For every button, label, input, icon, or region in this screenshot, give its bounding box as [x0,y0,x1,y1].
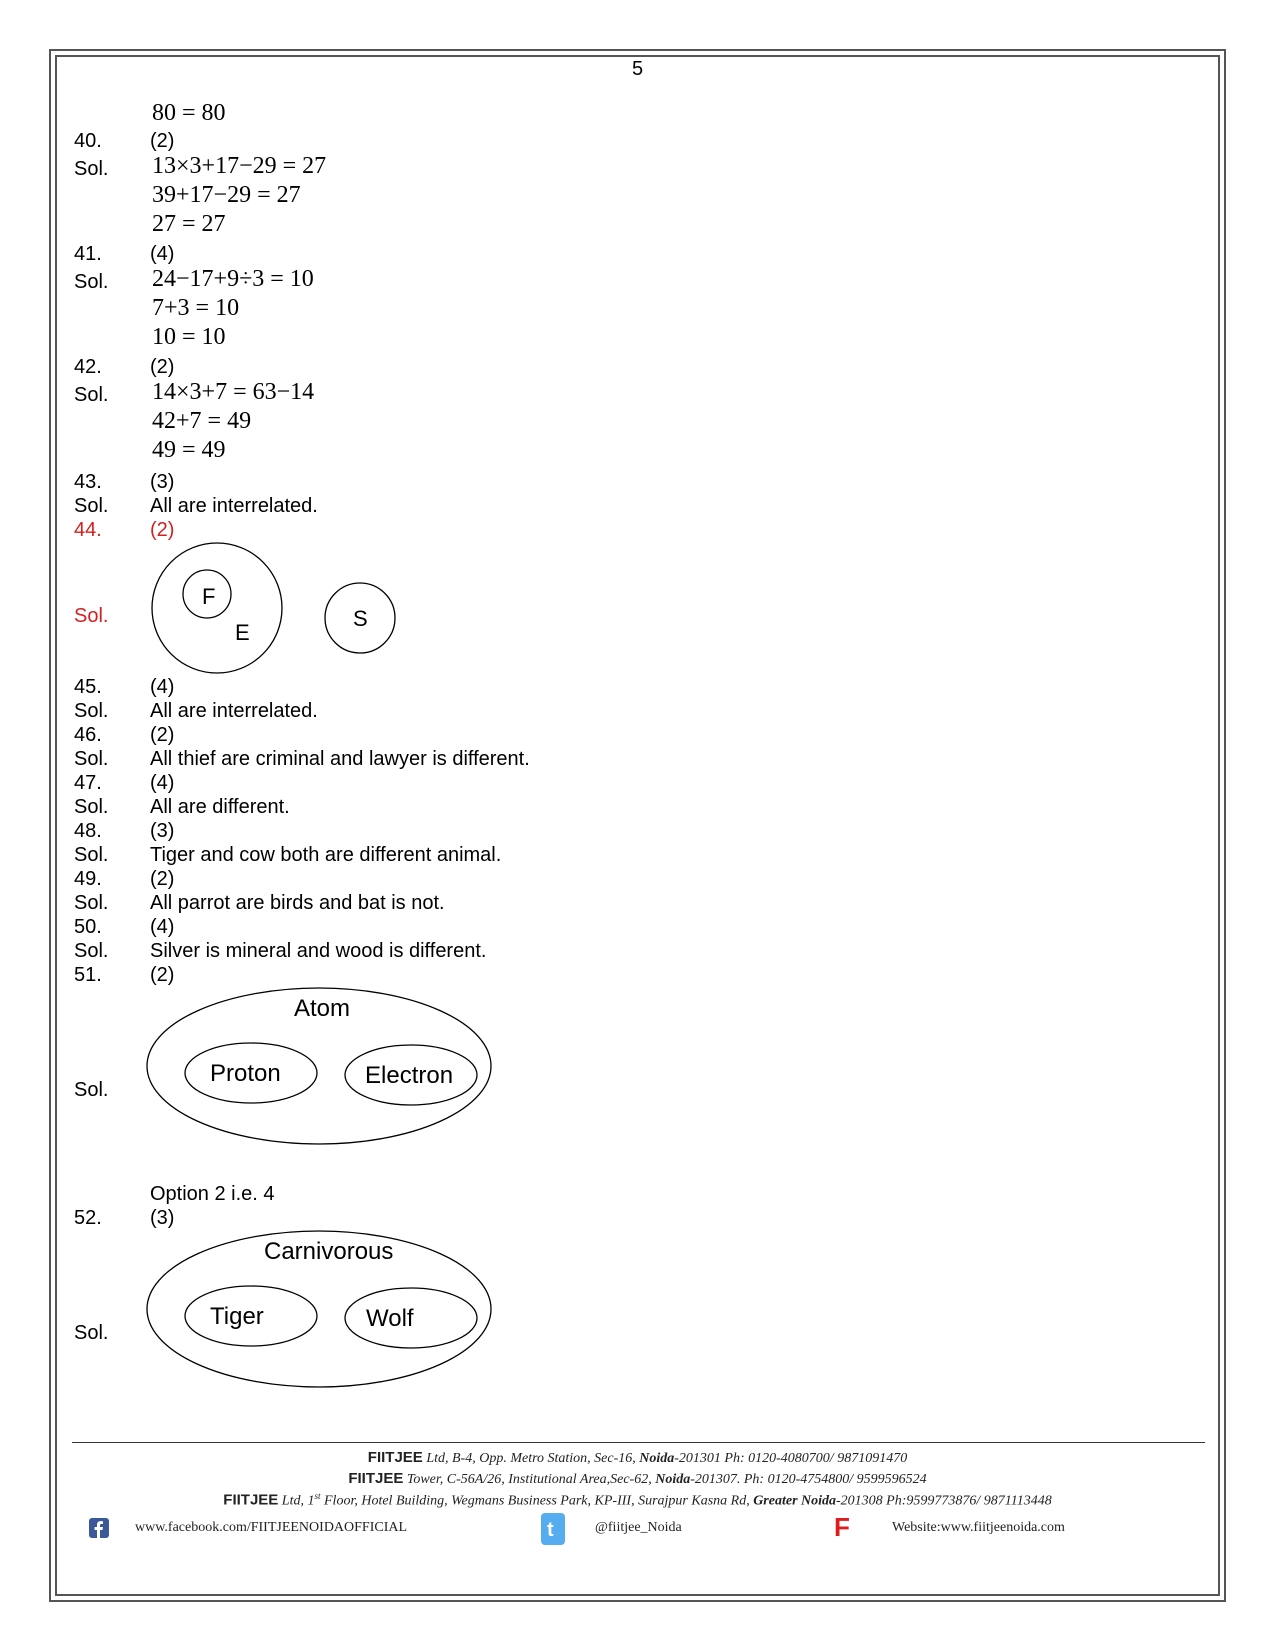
equation-line: 7+3 = 10 [152,295,240,321]
equation-line: 13×3+17−29 = 27 [152,153,327,179]
equation-line: 10 = 10 [152,324,226,350]
sol-label: Sol. [74,796,109,818]
twitter-icon [541,1513,565,1545]
brand-name: FIITJEE [223,1491,279,1509]
question-number: 50. [74,916,102,938]
question-number: 43. [74,471,102,493]
answer: (4) [150,243,175,265]
equation-line: 49 = 49 [152,437,226,463]
address-phone: -201307. Ph: 0120-4754800/ 9599596524 [690,1472,927,1487]
label-left: Tiger [210,1303,264,1330]
question-number: 51. [74,964,102,986]
address-text: Tower, C-56A/26, Institutional Area,Sec-62, [403,1472,656,1487]
solution-text: Tiger and cow both are different animal. [150,844,502,866]
footer-address-1 [0,1449,1275,1467]
website-link[interactable]: Website:www.fiitjeenoida.com [892,1520,1065,1535]
twitter-handle[interactable]: @fiitjee_Noida [595,1520,682,1535]
answer: (2) [150,724,175,746]
answer: (2) [150,519,175,541]
address-text: Ltd, B-4, Opp. Metro Station, Sec-16, [422,1451,640,1466]
sol-label: Sol. [74,1079,109,1101]
sol-label: Sol. [74,844,109,866]
ordinal-suffix: st [314,1491,321,1501]
label-left: Proton [210,1060,281,1087]
label-e: E [235,620,250,645]
question-number: 48. [74,820,102,842]
answer: (4) [150,916,175,938]
facebook-link[interactable]: www.facebook.com/FIITJEENOIDAOFFICIAL [135,1520,408,1535]
answer: (3) [150,1207,175,1229]
address-phone: -201308 Ph:9599773876/ 9871113448 [836,1493,1052,1509]
equation-line: 39+17−29 = 27 [152,182,301,208]
address-text: Floor, Hotel Building, Wegmans Business Park, KP-III, Surajpur Kasna Rd, [320,1493,754,1509]
address-city: Noida [639,1451,675,1466]
question-number: 42. [74,356,102,378]
question-number: 44. [74,519,102,541]
label-right: Electron [365,1062,454,1089]
answer: (4) [150,676,175,698]
fiitjee-logo-icon: F [834,1512,850,1542]
label-s: S [353,606,368,631]
solution-text: All are interrelated. [150,700,318,722]
footer-address-3 [0,1491,1275,1510]
answer: (3) [150,820,175,842]
sol-label: Sol. [74,495,109,517]
solution-text: Silver is mineral and wood is different. [150,940,487,962]
answer: (2) [150,868,175,890]
venn-diagram-44 [140,538,400,678]
answer: (4) [150,772,175,794]
equation-line: 42+7 = 49 [152,408,252,434]
question-number: 45. [74,676,102,698]
facebook-icon [89,1518,109,1538]
answer: (2) [150,130,175,152]
solution-text: All thief are criminal and lawyer is different. [150,748,530,770]
footer-address-2 [0,1470,1275,1488]
sol-label: Sol. [74,271,109,293]
equation-line: 14×3+7 = 63−14 [152,379,315,405]
answer: (2) [150,964,175,986]
page-number: 5 [631,58,644,80]
label-f: F [202,584,216,609]
question-number: 40. [74,130,102,152]
sol-label: Sol. [74,700,109,722]
sol-label: Sol. [74,892,109,914]
sol-label: Sol. [74,158,109,180]
footer-divider [72,1442,1205,1443]
equation-line: 80 = 80 [152,100,226,126]
question-number: 41. [74,243,102,265]
circle-e [152,543,282,673]
label-outer: Carnivorous [264,1238,394,1265]
label-right: Wolf [366,1305,414,1332]
svg-text:t: t [547,1519,554,1541]
equation-line: 24−17+9÷3 = 10 [152,266,314,292]
solution-text: All are different. [150,796,290,818]
address-phone: -201301 Ph: 0120-4080700/ 9871091470 [674,1451,908,1466]
question-number: 49. [74,868,102,890]
brand-name: FIITJEE [367,1449,423,1466]
address-text: Ltd, 1 [278,1493,315,1509]
answer: (3) [150,471,175,493]
equation-line: 27 = 27 [152,211,226,237]
solution-text: All parrot are birds and bat is not. [150,892,445,914]
sol-label: Sol. [74,384,109,406]
answer: (2) [150,356,175,378]
sol-label: Sol. [74,605,109,627]
address-city: Greater Noida [753,1493,837,1509]
sol-label: Sol. [74,1322,109,1344]
question-number: 47. [74,772,102,794]
venn-diagram-52 [140,1228,500,1393]
sol-label: Sol. [74,940,109,962]
address-city: Noida [655,1472,691,1487]
sol-label: Sol. [74,748,109,770]
question-number: 52. [74,1207,102,1229]
solution-text: All are interrelated. [150,495,318,517]
venn-diagram-51 [140,985,500,1150]
brand-name: FIITJEE [348,1470,404,1487]
solution-text: Option 2 i.e. 4 [150,1183,275,1205]
question-number: 46. [74,724,102,746]
label-outer: Atom [294,995,351,1022]
